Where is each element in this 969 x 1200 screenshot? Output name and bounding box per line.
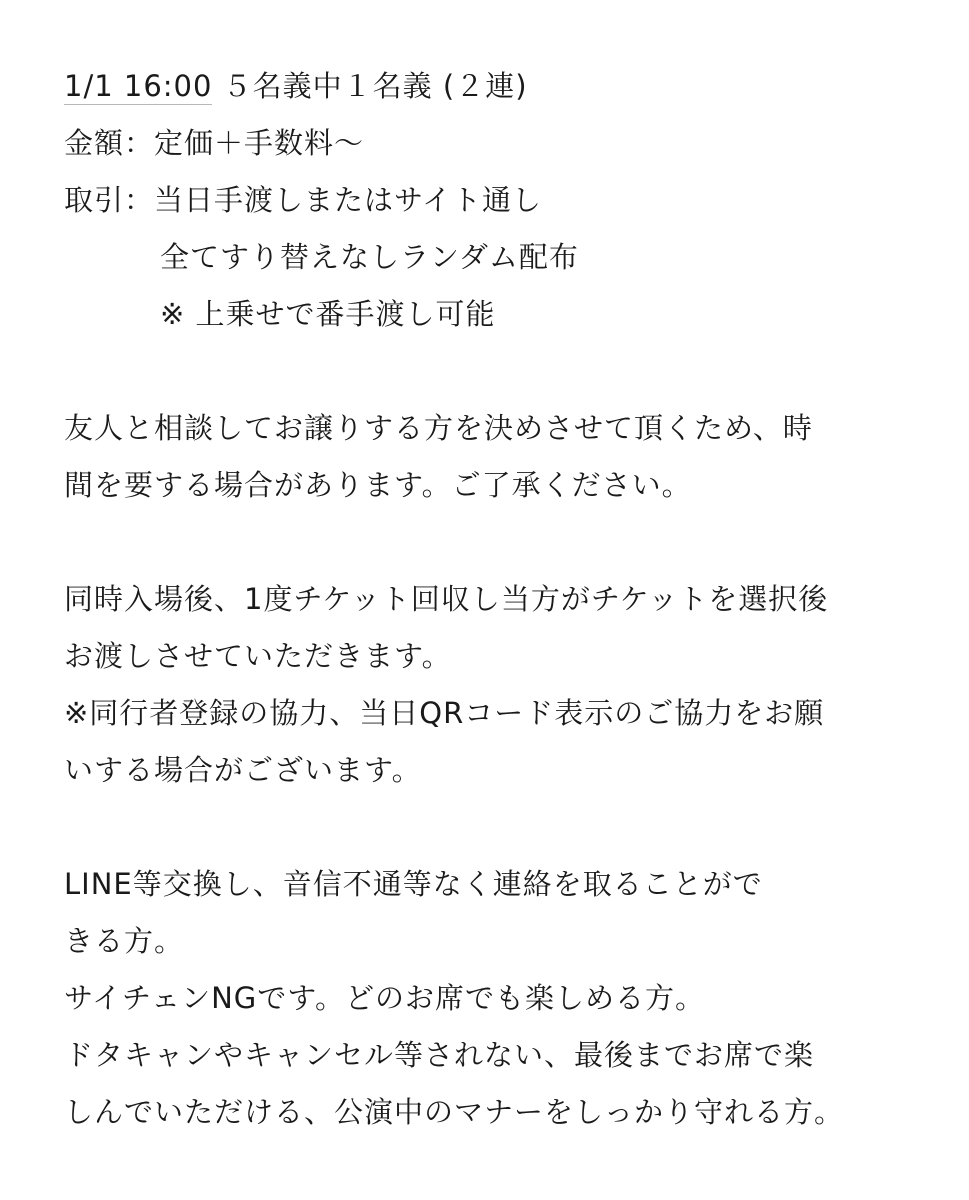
transaction-value: 当日手渡しまたはサイト通し bbox=[154, 183, 542, 217]
paragraph-gap bbox=[64, 799, 934, 856]
paragraph-3-line-4: ドタキャンやキャンセル等されない、最後までお席で楽 bbox=[64, 1038, 815, 1072]
paragraph-2-line-4: いする場合がございます。 bbox=[64, 753, 422, 787]
paragraph-1-line-1: 友人と相談してお譲りする方を決めさせて頂くため、時 bbox=[64, 411, 813, 445]
paragraph-2-line-2: お渡しさせていただきます。 bbox=[64, 639, 452, 673]
header-line bbox=[64, 58, 934, 115]
paragraph-3-line-5: しんでいただける、公演中のマナーをしっかり守れる方。 bbox=[64, 1095, 845, 1129]
note-body bbox=[64, 58, 934, 1141]
paragraph-2-line-3: ※同行者登録の協力、当日QRコード表示のご協力をお願 bbox=[64, 696, 825, 730]
datetime-link[interactable]: 1/1 16:00 bbox=[64, 69, 213, 103]
paragraph-2-line-1: 同時入場後、1度チケット回収し当方がチケットを選択後 bbox=[64, 582, 829, 616]
transaction-line-2: 全てすり替えなしランダム配布 bbox=[160, 240, 579, 274]
header-rest: ５名義中１名義 (２連) bbox=[212, 69, 528, 103]
transaction-line-3: ※ 上乗せで番手渡し可能 bbox=[160, 297, 496, 331]
paragraph-1-line-2: 間を要する場合があります。ご了承ください。 bbox=[64, 468, 692, 502]
price-value: 定価＋手数料〜 bbox=[154, 126, 365, 160]
price-line bbox=[64, 115, 934, 172]
price-label: 金額： bbox=[64, 126, 155, 160]
paragraph-gap bbox=[64, 343, 934, 400]
paragraph-3-line-3: サイチェンNGです。どのお席でも楽しめる方。 bbox=[64, 981, 705, 1015]
paragraph-3-line-1: LINE等交換し、音信不通等なく連絡を取ることがで bbox=[64, 867, 763, 901]
paragraph-gap bbox=[64, 514, 934, 571]
paragraph-3-line-2: きる方。 bbox=[64, 924, 185, 958]
transaction-line bbox=[64, 172, 934, 229]
transaction-label: 取引： bbox=[64, 183, 155, 217]
